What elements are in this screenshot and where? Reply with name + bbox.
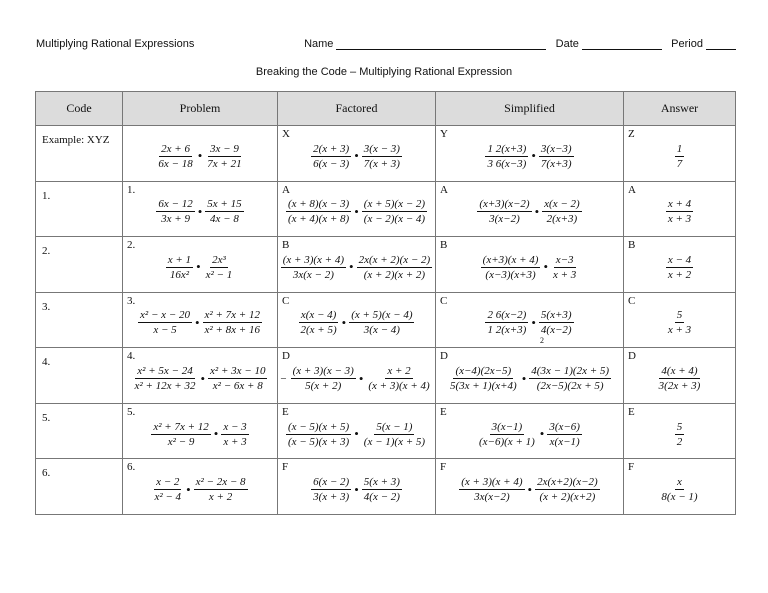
answer-fraction <box>666 198 693 225</box>
factored-cell <box>278 181 436 237</box>
answer-fraction-numerator: x + 4 <box>667 198 692 211</box>
simplified-fraction-1 <box>448 365 519 392</box>
factored-cell <box>278 126 436 182</box>
factored-letter: B <box>282 239 290 252</box>
simplified-fraction-2 <box>539 309 574 336</box>
simplified-letter: C <box>440 294 448 307</box>
negative-sign: − <box>280 372 287 385</box>
column-header-problem: Problem <box>123 92 278 126</box>
column-header-simplified: Simplified <box>436 92 624 126</box>
table-row <box>36 348 736 404</box>
simplified-fraction-2-denominator: (2x−5)(2x + 5) <box>536 380 604 393</box>
code-cell <box>36 181 123 237</box>
simplified-fraction-1-denominator: 3(x−2) <box>489 213 520 226</box>
problem-fraction-2-numerator: 5x + 15 <box>207 198 242 211</box>
simplified-fraction-1-numerator: 3(x−1) <box>491 420 523 433</box>
factored-fraction-1 <box>299 309 339 336</box>
problem-fraction-1-numerator: x² + 7x + 12 <box>153 420 209 433</box>
simplified-cell <box>436 459 624 515</box>
simplified-fraction-2-denominator: 4(x−2) <box>540 324 572 337</box>
factored-fraction-1-denominator: 3(x + 3) <box>313 491 350 504</box>
code-cell <box>36 459 123 515</box>
answer-letter: C <box>628 294 636 307</box>
multiply-dot: • <box>527 481 533 497</box>
column-header-answer: Answer <box>624 92 736 126</box>
simplified-fraction-1 <box>481 254 541 281</box>
table-row <box>36 403 736 459</box>
factored-fraction-2 <box>357 254 433 281</box>
factored-fraction-2-denominator: (x + 2)(x + 2) <box>363 268 426 281</box>
simplified-subscript: 2 <box>540 335 544 345</box>
problem-fraction-1 <box>133 365 198 392</box>
factored-fraction-2-denominator: 3(x − 4) <box>363 324 400 337</box>
simplified-fraction-2-numerator: 2x(x+2)(x−2) <box>537 476 598 489</box>
answer-letter: Z <box>628 128 635 140</box>
answer-fraction-numerator: 5 <box>676 309 683 322</box>
simplified-letter: F <box>440 461 447 474</box>
factored-fraction-1-denominator: 6(x − 3) <box>313 157 350 170</box>
factored-cell <box>278 292 436 348</box>
answer-fraction-numerator: x − 4 <box>667 253 692 266</box>
problem-fraction-1 <box>166 254 193 281</box>
problem-fraction-1 <box>138 309 192 336</box>
problem-cell <box>123 126 278 182</box>
simplified-fraction-2 <box>539 143 574 170</box>
table-row <box>36 181 736 237</box>
factored-fraction-2-denominator: (x − 2)(x − 4) <box>363 213 426 226</box>
problem-fraction-2 <box>208 365 267 392</box>
simplified-cell <box>436 348 624 404</box>
simplified-fraction-1-numerator: 2 6(x−2) <box>487 309 527 322</box>
problem-fraction-1-numerator: 2x + 6 <box>161 142 190 155</box>
simplified-letter: E <box>440 405 447 418</box>
answer-letter: D <box>628 350 636 363</box>
multiply-dot: • <box>349 259 354 275</box>
problem-cell <box>123 348 278 404</box>
problem-fraction-1-denominator: 16x² <box>169 268 189 281</box>
problem-cell <box>123 459 278 515</box>
code-table <box>35 91 736 515</box>
problem-fraction-2-numerator: x² + 7x + 12 <box>204 309 260 322</box>
problem-fraction-1 <box>151 421 210 448</box>
factored-cell <box>278 237 436 293</box>
factored-letter: F <box>282 461 289 474</box>
simplified-fraction-1-numerator: (x+3)(x−2) <box>479 198 530 211</box>
multiply-dot: • <box>196 259 201 275</box>
answer-cell <box>624 348 736 404</box>
problem-fraction-2-denominator: 7x + 21 <box>207 157 242 170</box>
problem-number: 4. <box>127 350 136 363</box>
simplified-fraction-2-denominator: x + 3 <box>553 268 577 281</box>
table-row <box>36 126 736 182</box>
factored-fraction-1-numerator: (x + 3)(x − 3) <box>292 365 354 378</box>
simplified-cell <box>436 126 624 182</box>
problem-fraction-2 <box>203 309 262 336</box>
date-blank[interactable] <box>582 39 662 50</box>
table-row <box>36 459 736 515</box>
answer-fraction-numerator: x <box>677 476 682 489</box>
simplified-fraction-2 <box>542 198 582 225</box>
answer-fraction <box>666 309 693 336</box>
simplified-fraction-2 <box>551 254 578 281</box>
factored-fraction-1 <box>286 421 351 448</box>
simplified-fraction-1-denominator: 3x(x−2) <box>474 491 510 504</box>
simplified-fraction-2-numerator: x(x − 2) <box>544 198 580 211</box>
worksheet-header <box>36 38 736 50</box>
problem-fraction-2-denominator: x² + 8x + 16 <box>204 324 260 337</box>
simplified-cell <box>436 237 624 293</box>
problem-number: 6. <box>127 461 136 474</box>
column-header-factored: Factored <box>278 92 436 126</box>
multiply-dot: • <box>197 148 203 164</box>
answer-fraction-numerator: 4(x + 4) <box>661 365 698 378</box>
answer-fraction <box>666 254 693 281</box>
factored-fraction-1-numerator: x(x − 4) <box>300 309 337 322</box>
problem-number: 1. <box>127 183 136 196</box>
answer-fraction-numerator: 5 <box>676 420 683 433</box>
answer-cell <box>624 237 736 293</box>
answer-fraction-numerator: 1 <box>676 142 683 155</box>
factored-fraction-1-numerator: (x + 3)(x + 4) <box>282 253 345 266</box>
column-header-code: Code <box>36 92 123 126</box>
factored-fraction-1 <box>291 365 356 392</box>
period-blank[interactable] <box>706 39 736 50</box>
problem-fraction-2-denominator: x + 3 <box>223 435 247 448</box>
simplified-fraction-2-numerator: 5(x+3) <box>540 309 572 322</box>
problem-cell <box>123 403 278 459</box>
simplified-cell <box>436 403 624 459</box>
problem-fraction-1-denominator: x² − 9 <box>167 435 195 448</box>
problem-fraction-1-denominator: 3x + 9 <box>161 213 190 226</box>
factored-fraction-1 <box>311 143 351 170</box>
code-cell <box>36 348 123 404</box>
factored-cell <box>278 403 436 459</box>
multiply-dot: • <box>358 370 364 386</box>
simplified-fraction-2-numerator: 3(x−3) <box>540 142 572 155</box>
simplified-fraction-2-denominator: 2(x+3) <box>546 213 578 226</box>
multiply-dot: • <box>341 314 347 330</box>
multiply-dot: • <box>534 203 540 219</box>
problem-fraction-2 <box>204 254 235 281</box>
answer-fraction <box>675 143 685 170</box>
answer-fraction-denominator: x + 3 <box>667 213 692 226</box>
problem-fraction-2-numerator: x² − 2x − 8 <box>195 476 246 489</box>
simplified-fraction-2-numerator: x−3 <box>555 253 574 266</box>
answer-cell <box>624 403 736 459</box>
factored-fraction-2-denominator: (x + 3)(x + 4) <box>368 380 430 393</box>
problem-fraction-2-numerator: x − 3 <box>223 420 247 433</box>
factored-fraction-2-numerator: 2x(x + 2)(x − 2) <box>358 253 431 266</box>
factored-fraction-2 <box>362 476 402 503</box>
multiply-dot: • <box>543 259 548 275</box>
answer-cell <box>624 459 736 515</box>
simplified-fraction-2-denominator: (x + 2)(x+2) <box>539 491 596 504</box>
factored-fraction-2-denominator: 7(x + 3) <box>363 157 400 170</box>
answer-fraction-denominator: 8(x − 1) <box>661 491 698 504</box>
factored-fraction-1-numerator: 6(x − 2) <box>313 476 350 489</box>
factored-fraction-1 <box>286 198 351 225</box>
problem-fraction-2-numerator: 3x − 9 <box>210 142 239 155</box>
name-blank[interactable] <box>336 39 546 50</box>
simplified-letter: Y <box>440 128 448 140</box>
answer-fraction-denominator: 7 <box>676 157 683 170</box>
code-label: 2. <box>42 245 51 258</box>
answer-letter: E <box>628 405 635 418</box>
problem-fraction-2-denominator: x + 2 <box>208 491 233 504</box>
simplified-fraction-1-numerator: 1 2(x+3) <box>487 142 527 155</box>
simplified-fraction-2-denominator: 7(x+3) <box>540 157 572 170</box>
factored-fraction-2-numerator: x + 2 <box>387 365 411 378</box>
multiply-dot: • <box>197 203 203 219</box>
code-label: 6. <box>42 467 51 480</box>
answer-letter: F <box>628 461 635 474</box>
code-label: 5. <box>42 411 51 424</box>
simplified-fraction-2 <box>547 421 582 448</box>
factored-cell <box>278 348 436 404</box>
code-label: 4. <box>42 356 51 369</box>
simplified-fraction-1 <box>477 198 531 225</box>
simplified-fraction-1-denominator: 5(3x + 1)(x+4) <box>449 380 517 393</box>
problem-fraction-1-numerator: x + 1 <box>167 253 192 266</box>
name-label: Name <box>304 38 334 50</box>
simplified-letter: A <box>440 183 448 196</box>
answer-cell <box>624 126 736 182</box>
factored-fraction-1-numerator: (x + 8)(x − 3) <box>287 198 350 211</box>
answer-fraction-denominator: 2 <box>676 435 683 448</box>
problem-fraction-2-denominator: 4x − 8 <box>210 213 239 226</box>
simplified-fraction-2-denominator: x(x−1) <box>549 435 580 448</box>
answer-letter: A <box>628 183 636 196</box>
factored-fraction-1 <box>311 476 351 503</box>
date-label: Date <box>555 38 579 50</box>
multiply-dot: • <box>354 426 359 442</box>
simplified-cell <box>436 181 624 237</box>
answer-fraction <box>657 365 703 392</box>
code-cell <box>36 126 123 182</box>
simplified-fraction-1 <box>485 309 528 336</box>
problem-fraction-1-denominator: x − 5 <box>153 324 177 337</box>
factored-letter: D <box>282 350 290 363</box>
problem-number: 5. <box>127 405 136 418</box>
factored-fraction-2 <box>362 198 427 225</box>
multiply-dot: • <box>354 203 359 219</box>
problem-fraction-1-numerator: x − 2 <box>156 476 180 489</box>
problem-fraction-1-denominator: 6x − 18 <box>158 157 193 170</box>
problem-fraction-2-denominator: x² − 1 <box>205 268 233 281</box>
simplified-fraction-1-numerator: (x−4)(2x−5) <box>455 365 512 378</box>
simplified-fraction-1-denominator: (x−3)(x+3) <box>485 268 536 281</box>
factored-fraction-2 <box>362 421 427 448</box>
problem-cell <box>123 181 278 237</box>
problem-fraction-1 <box>152 476 183 503</box>
answer-fraction-denominator: x + 3 <box>667 324 692 337</box>
table-header-row <box>36 92 736 126</box>
code-cell <box>36 237 123 293</box>
factored-cell <box>278 459 436 515</box>
simplified-letter: D <box>440 350 448 363</box>
answer-letter: B <box>628 239 636 252</box>
problem-fraction-2 <box>194 476 248 503</box>
simplified-fraction-2-numerator: 4(3x − 1)(2x + 5) <box>531 365 610 378</box>
multiply-dot: • <box>521 370 527 386</box>
factored-fraction-2 <box>366 365 431 392</box>
answer-cell <box>624 181 736 237</box>
problem-fraction-2-denominator: x² − 6x + 8 <box>212 380 263 393</box>
multiply-dot: • <box>186 481 191 497</box>
factored-fraction-2-denominator: 4(x − 2) <box>363 491 400 504</box>
simplified-fraction-1-denominator: (x−6)(x + 1) <box>479 435 535 448</box>
factored-fraction-2-numerator: (x + 5)(x − 4) <box>351 309 413 322</box>
worksheet-title: Multiplying Rational Expressions <box>36 38 195 50</box>
factored-fraction-2 <box>349 309 414 336</box>
simplified-fraction-2 <box>535 476 600 503</box>
multiply-dot: • <box>200 370 206 386</box>
problem-fraction-1 <box>156 143 194 170</box>
factored-fraction-1-denominator: 2(x + 5) <box>300 324 337 337</box>
multiply-dot: • <box>531 148 536 164</box>
problem-fraction-2-numerator: x² + 3x − 10 <box>210 365 266 378</box>
multiply-dot: • <box>194 314 200 330</box>
simplified-letter: B <box>440 239 448 252</box>
answer-fraction <box>675 421 685 448</box>
name-field[interactable] <box>304 38 736 50</box>
simplified-fraction-1-denominator: 3 6(x−3) <box>487 157 527 170</box>
code-label: 1. <box>42 189 51 202</box>
factored-fraction-1-denominator: (x − 5)(x + 3) <box>287 435 350 448</box>
factored-fraction-1-denominator: (x + 4)(x + 8) <box>287 213 350 226</box>
problem-number: 2. <box>127 239 136 252</box>
factored-fraction-2 <box>362 143 402 170</box>
problem-fraction-1-denominator: x² + 12x + 32 <box>134 380 196 393</box>
multiply-dot: • <box>531 314 536 330</box>
answer-cell <box>624 292 736 348</box>
simplified-fraction-1 <box>459 476 524 503</box>
factored-fraction-2-numerator: 3(x − 3) <box>363 142 400 155</box>
problem-fraction-1-numerator: x² + 5x − 24 <box>137 365 193 378</box>
problem-fraction-2 <box>205 198 243 225</box>
multiply-dot: • <box>213 426 219 442</box>
multiply-dot: • <box>354 481 359 497</box>
simplified-cell <box>436 292 624 348</box>
simplified-fraction-2-numerator: 3(x−6) <box>549 420 580 433</box>
problem-cell <box>123 292 278 348</box>
problem-fraction-1-numerator: x² − x − 20 <box>140 309 190 322</box>
factored-fraction-1-denominator: 5(x + 2) <box>305 380 342 393</box>
factored-letter: E <box>282 405 289 418</box>
simplified-fraction-1 <box>477 421 537 448</box>
period-label: Period <box>671 38 703 50</box>
factored-fraction-1-numerator: 2(x + 3) <box>313 142 350 155</box>
problem-fraction-2 <box>205 143 243 170</box>
problem-fraction-1-numerator: 6x − 12 <box>158 198 193 211</box>
multiply-dot: • <box>354 148 359 164</box>
problem-fraction-1 <box>156 198 194 225</box>
factored-letter: C <box>282 294 290 307</box>
answer-fraction-denominator: 3(2x + 3) <box>658 380 701 393</box>
simplified-fraction-1-numerator: (x + 3)(x + 4) <box>461 476 523 489</box>
code-label: Example: XYZ <box>42 134 110 146</box>
simplified-fraction-1 <box>485 143 528 170</box>
factored-fraction-2-numerator: 5(x − 1) <box>376 420 413 433</box>
problem-fraction-2-numerator: 2x³ <box>212 253 226 266</box>
factored-fraction-1-denominator: 3x(x − 2) <box>292 268 334 281</box>
table-row <box>36 237 736 293</box>
factored-fraction-2-numerator: 5(x + 3) <box>363 476 400 489</box>
simplified-fraction-1-denominator: 1 2(x+3) <box>487 324 527 337</box>
problem-fraction-2 <box>221 421 248 448</box>
factored-letter: X <box>282 128 290 140</box>
factored-fraction-1 <box>281 254 346 281</box>
problem-number: 3. <box>127 294 136 307</box>
code-cell <box>36 403 123 459</box>
multiply-dot: • <box>539 426 545 442</box>
answer-fraction <box>659 476 699 503</box>
answer-fraction-denominator: x + 2 <box>667 268 692 281</box>
factored-letter: A <box>282 183 290 196</box>
problem-fraction-1-denominator: x² − 4 <box>154 491 182 504</box>
worksheet-subtitle: Breaking the Code – Multiplying Rational Expression <box>255 66 513 78</box>
factored-fraction-2-numerator: (x + 5)(x − 2) <box>363 198 426 211</box>
factored-fraction-2-denominator: (x − 1)(x + 5) <box>363 435 426 448</box>
code-label: 3. <box>42 300 51 313</box>
code-cell <box>36 292 123 348</box>
simplified-fraction-1-numerator: (x+3)(x + 4) <box>482 253 539 266</box>
problem-cell <box>123 237 278 293</box>
factored-fraction-1-numerator: (x − 5)(x + 5) <box>287 420 350 433</box>
simplified-fraction-2 <box>529 365 611 392</box>
table-row <box>36 292 736 348</box>
